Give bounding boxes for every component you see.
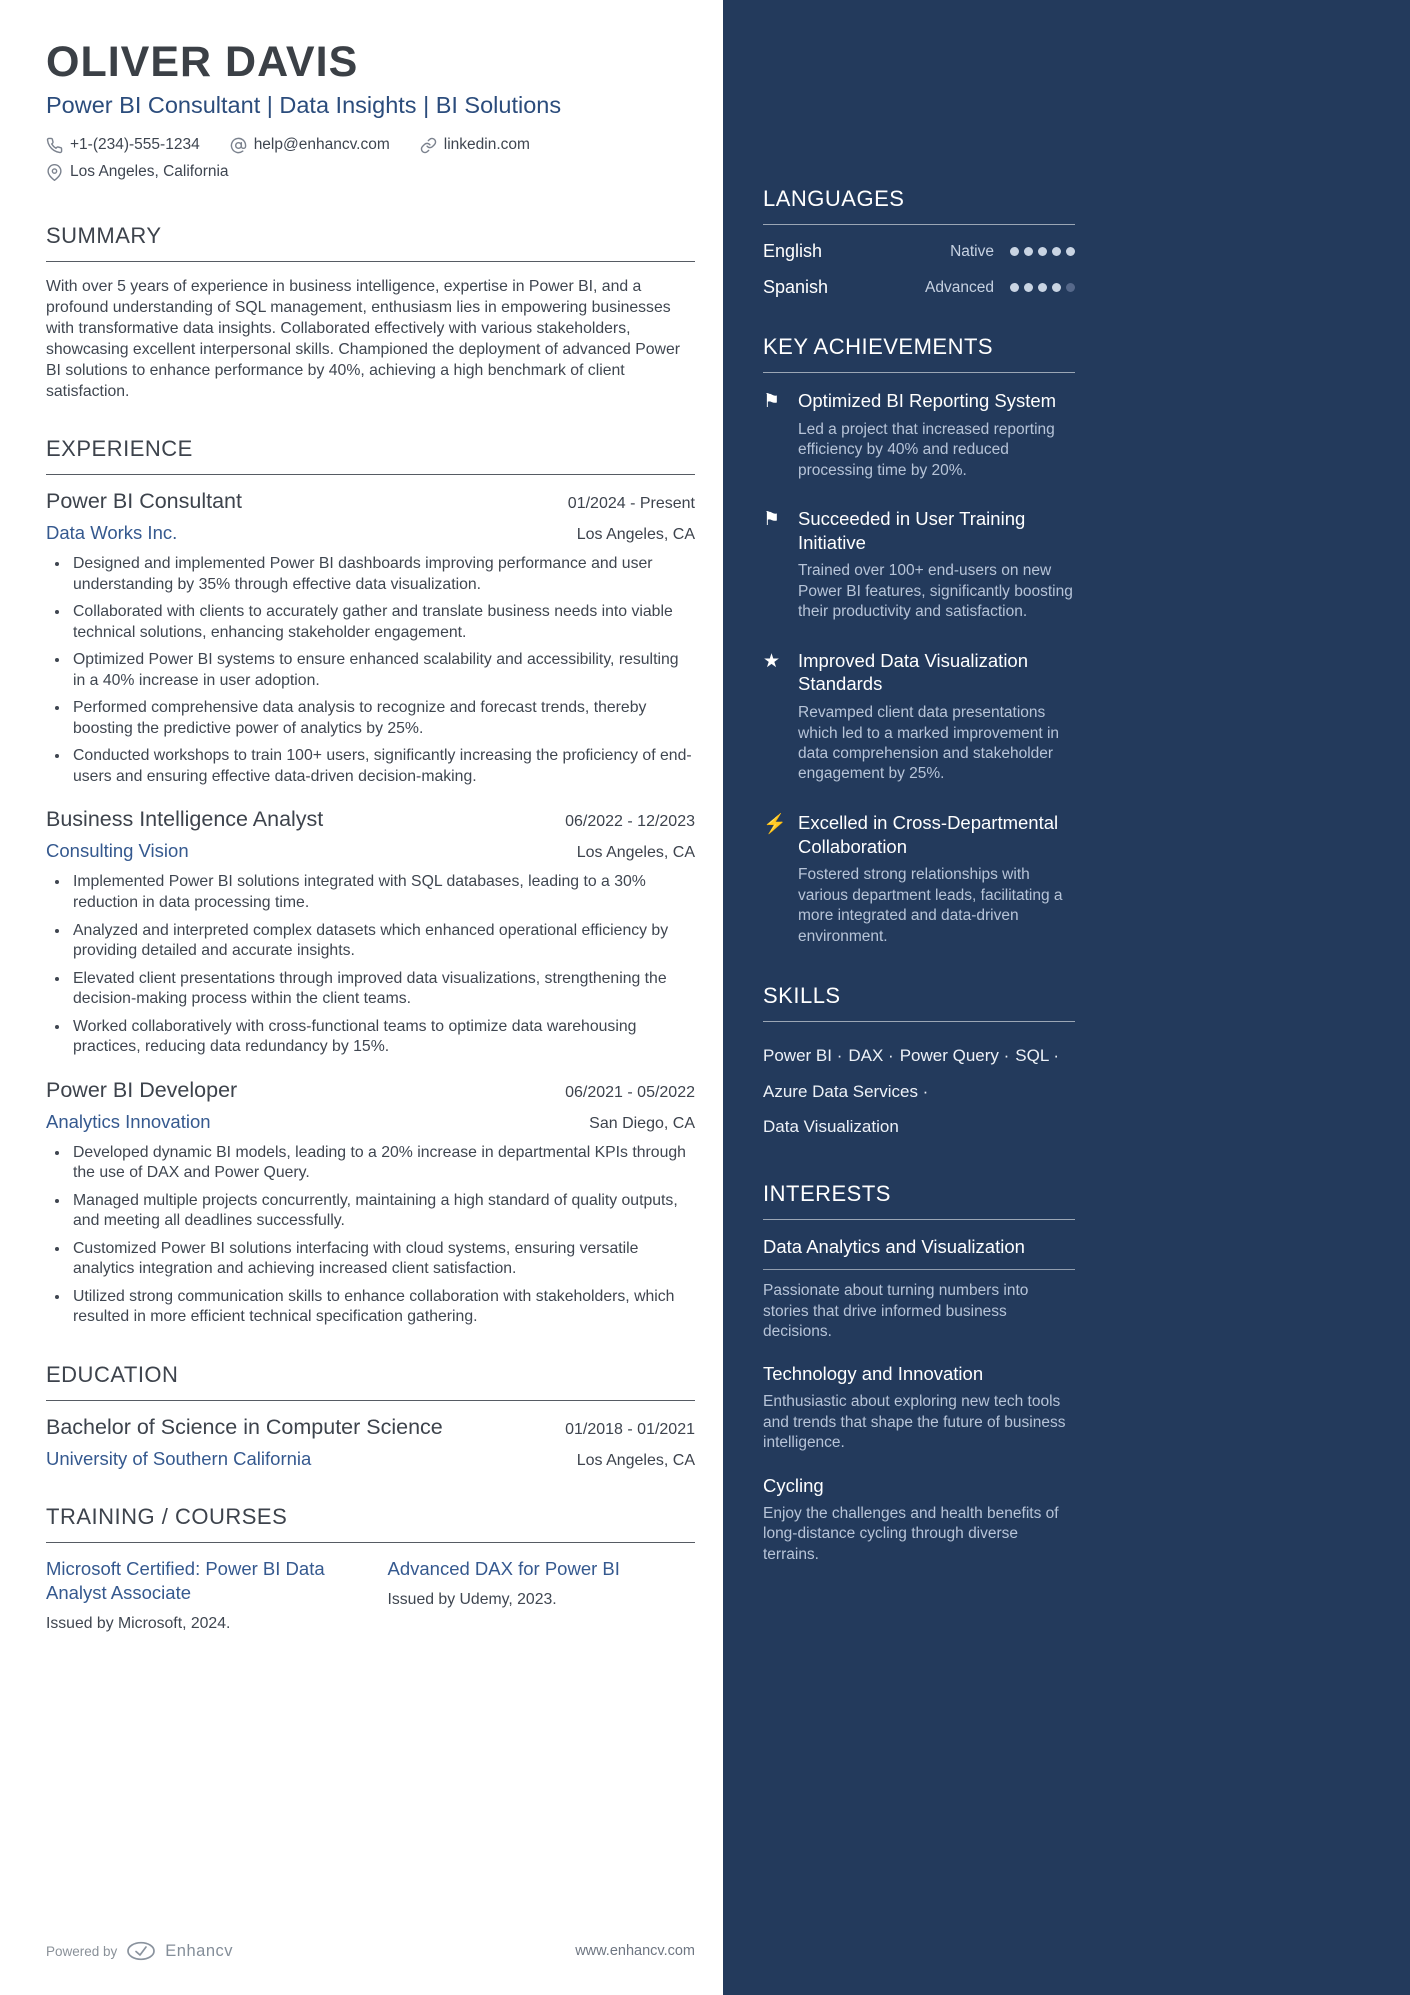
map-pin-icon [46, 164, 63, 181]
languages-section [763, 186, 1075, 298]
skill-item: Power Query · [899, 1046, 1010, 1066]
bullet: • Analyzed and interpreted complex datasets which enhanced operational efficiency by providing detailed and accurate insights. [70, 921, 695, 962]
link-icon [420, 137, 437, 154]
language-level: Native [950, 242, 994, 260]
achievement-body [798, 811, 1075, 947]
bullet: • Conducted workshops to train 100+ users, significantly increasing the proficiency of end-users and ensuring effective data-driven decision-making. [70, 746, 695, 787]
interest-item [763, 1236, 1075, 1342]
interest-title: Cycling [763, 1474, 824, 1496]
experience-section [46, 436, 695, 1328]
page-footer [46, 1941, 695, 1961]
course-item [46, 1557, 354, 1633]
languages-heading: LANGUAGES [763, 186, 1075, 225]
header [46, 40, 695, 181]
job-title: Business Intelligence Analyst [46, 807, 324, 832]
achievement-body [798, 649, 1075, 785]
achievement-title: Optimized BI Reporting System [798, 390, 1057, 411]
level-dot [1038, 247, 1047, 256]
course-title: Advanced DAX for Power BI [387, 1557, 620, 1579]
email-link[interactable]: help@enhancv.com [253, 136, 390, 154]
achievement-title: Succeeded in User Training Initiative [798, 508, 1026, 553]
interest-title: Technology and Innovation [763, 1363, 984, 1385]
course-issuer: Issued by Microsoft, 2024. [46, 1615, 231, 1633]
location-row [46, 163, 695, 181]
job-dates: 06/2022 - 12/2023 [565, 813, 695, 831]
bullet: • Performed comprehensive data analysis to recognize and forecast trends, thereby boosting the predictive power of analytics by 25%. [70, 698, 695, 739]
bullet: • Customized Power BI solutions interfacing with cloud systems, ensuring versatile analytics integration and achieving increased client satisfaction. [70, 1239, 695, 1280]
website-contact [420, 136, 530, 154]
summary-heading: SUMMARY [46, 223, 695, 262]
summary-section [46, 223, 695, 402]
contact-row [46, 136, 695, 154]
job-location: Los Angeles, CA [576, 526, 695, 544]
level-dot [1024, 283, 1033, 292]
level-dot [1038, 283, 1047, 292]
job-location: Los Angeles, CA [576, 844, 695, 862]
language-name: English [763, 241, 823, 261]
company-name: Consulting Vision [46, 840, 189, 862]
training-section [46, 1504, 695, 1633]
skill-item: Azure Data Services · [763, 1081, 929, 1101]
achievement-desc: Trained over 100+ end-users on new Power BI features, significantly boosting their productivity and satisfaction. [798, 562, 1073, 621]
achievements-section [763, 334, 1075, 947]
skill-item: SQL · [1015, 1046, 1060, 1066]
course-item [388, 1557, 696, 1633]
course-list [46, 1557, 695, 1633]
interest-item [763, 1363, 1075, 1453]
at-sign-icon [230, 137, 247, 154]
job-location: San Diego, CA [589, 1114, 695, 1132]
interest-item [763, 1475, 1075, 1565]
language-level: Advanced [925, 278, 994, 296]
bullet: • Designed and implemented Power BI dashboards improving performance and user understanding by 35% through effective data visualization. [70, 554, 695, 595]
experience-heading: EXPERIENCE [46, 436, 695, 475]
education-section [46, 1362, 695, 1470]
experience-item [46, 489, 695, 787]
sidebar [723, 0, 1410, 1995]
achievement-desc: Fostered strong relationships with various department leads, facilitating a more integrated and data-driven environment. [798, 866, 1063, 945]
location-contact [46, 163, 229, 181]
course-issuer: Issued by Udemy, 2023. [387, 1591, 557, 1608]
level-dot [1010, 283, 1019, 292]
brand-wordmark[interactable]: Enhancv [165, 1941, 234, 1960]
interests-heading: INTERESTS [763, 1181, 1075, 1220]
bullet: • Implemented Power BI solutions integrated with SQL databases, leading to a 30% reduction in data processing time. [70, 872, 695, 913]
achievement-title: Improved Data Visualization Standards [798, 649, 1029, 695]
person-name: OLIVER DAVIS [46, 38, 359, 86]
education-heading: EDUCATION [46, 1362, 695, 1401]
level-dot [1052, 247, 1061, 256]
interest-desc: Enthusiastic about exploring new tech tools and trends that shape the future of business intelligence. [763, 1393, 1066, 1452]
achievement-title: Excelled in Cross-Departmental Collaboration [798, 811, 1059, 857]
skills-section [763, 983, 1075, 1145]
language-row [763, 241, 1075, 262]
skills-list [763, 1038, 1075, 1145]
enhancv-logo-icon[interactable] [126, 1941, 156, 1961]
level-dot [1010, 247, 1019, 256]
interest-title: Data Analytics and Visualization [763, 1236, 1075, 1270]
bullet: • Collaborated with clients to accurately gather and translate business needs into viable technical solutions, enhancing stakeholder engagement. [70, 602, 695, 643]
education-location: Los Angeles, CA [576, 1451, 695, 1469]
achievement-item [763, 507, 1075, 623]
course-title: Microsoft Certified: Power BI Data Analyst Associate [46, 1557, 325, 1603]
achievement-body [798, 507, 1075, 623]
website-link[interactable]: linkedin.com [443, 136, 530, 154]
bolt-icon: ⚡ [763, 813, 787, 835]
location-text: Los Angeles, California [70, 163, 229, 181]
achievements-heading: KEY ACHIEVEMENTS [763, 334, 1075, 373]
language-name: Spanish [763, 277, 829, 297]
skill-item: Data Visualization [763, 1117, 899, 1137]
level-dot [1052, 283, 1061, 292]
email-contact [230, 136, 390, 154]
bullet: • Utilized strong communication skills to enhance collaboration with stakeholders, which resulted in more efficient technical specification gathering. [70, 1287, 695, 1328]
education-dates: 01/2018 - 01/2021 [565, 1420, 695, 1438]
skill-item: DAX · [848, 1046, 894, 1066]
job-title: Power BI Consultant [46, 489, 242, 514]
job-bullets [46, 1143, 695, 1328]
bullet: • Optimized Power BI systems to ensure enhanced scalability and accessibility, resulting in a 40% increase in user adoption. [70, 650, 695, 691]
job-dates: 06/2021 - 05/2022 [565, 1083, 695, 1101]
flag-icon: ⚑ [763, 509, 781, 531]
bullet: • Managed multiple projects concurrently, maintaining a high standard of quality outputs, and meeting all deadlines successfully. [70, 1191, 695, 1232]
job-bullets [46, 872, 695, 1057]
job-bullets [46, 554, 695, 787]
bullet: • Developed dynamic BI models, leading to a 20% increase in departmental KPIs through the use of DAX and Power Query. [70, 1143, 695, 1184]
company-name: Data Works Inc. [46, 522, 178, 544]
company-name: Analytics Innovation [46, 1110, 211, 1132]
experience-item [46, 1078, 695, 1328]
phone-number: +1-(234)-555-1234 [70, 136, 200, 154]
language-row [763, 277, 1075, 298]
job-title: Power BI Developer [46, 1077, 238, 1102]
achievement-item [763, 649, 1075, 785]
job-headline: Power BI Consultant | Data Insights | BI Solutions [46, 92, 562, 119]
school-name: University of Southern California [46, 1447, 312, 1469]
powered-by [46, 1941, 233, 1961]
level-dot [1066, 247, 1075, 256]
star-icon: ★ [763, 650, 781, 672]
achievement-item [763, 811, 1075, 947]
job-dates: 01/2024 - Present [567, 495, 695, 513]
skill-item: Power BI · [763, 1046, 843, 1066]
training-heading: TRAINING / COURSES [46, 1504, 695, 1543]
achievement-desc: Revamped client data presentations which led to a marked improvement in data comprehension and stakeholder engagement by 25%. [798, 704, 1060, 783]
bullet: • Worked collaboratively with cross-functional teams to optimize data warehousing practices, reducing data redundancy by 15%. [70, 1017, 695, 1058]
interest-desc: Enjoy the challenges and health benefits of long-distance cycling through diverse terrains. [763, 1504, 1059, 1563]
achievement-body [798, 389, 1075, 481]
level-dot [1024, 247, 1033, 256]
interest-desc: Passionate about turning numbers into stories that drive informed business decisions. [763, 1282, 1029, 1341]
degree-title: Bachelor of Science in Computer Science [46, 1414, 443, 1439]
experience-item [46, 807, 695, 1057]
flag-icon: ⚑ [763, 391, 781, 412]
sidebar-content [763, 0, 1075, 1565]
phone-contact [46, 136, 200, 154]
achievement-item [763, 389, 1075, 481]
bullet: • Elevated client presentations through improved data visualizations, strengthening the decision-making process within the client teams. [70, 969, 695, 1010]
interests-section [763, 1181, 1075, 1565]
skills-heading: SKILLS [763, 983, 1075, 1022]
powered-by-label: Powered by [46, 1943, 118, 1959]
phone-icon [46, 137, 63, 154]
footer-site-link[interactable]: www.enhancv.com [575, 1943, 695, 1959]
level-dot [1066, 283, 1075, 292]
achievement-desc: Led a project that increased reporting efficiency by 40% and reduced processing time by 20%. [798, 420, 1055, 479]
summary-text: With over 5 years of experience in business intelligence, expertise in Power BI, and a profound understanding of SQL management, enthusiasm lies in empowering businesses with transformative data insights. Collaborated effectively with various stakeholders, showcasing excellent interpersonal skills. Championed the deployment of advanced Power BI solutions to enhance performance by 40%, achieving a high benchmark of client satisfaction. [46, 278, 680, 401]
language-level-dots [1010, 283, 1075, 292]
language-level-dots [1010, 247, 1075, 256]
